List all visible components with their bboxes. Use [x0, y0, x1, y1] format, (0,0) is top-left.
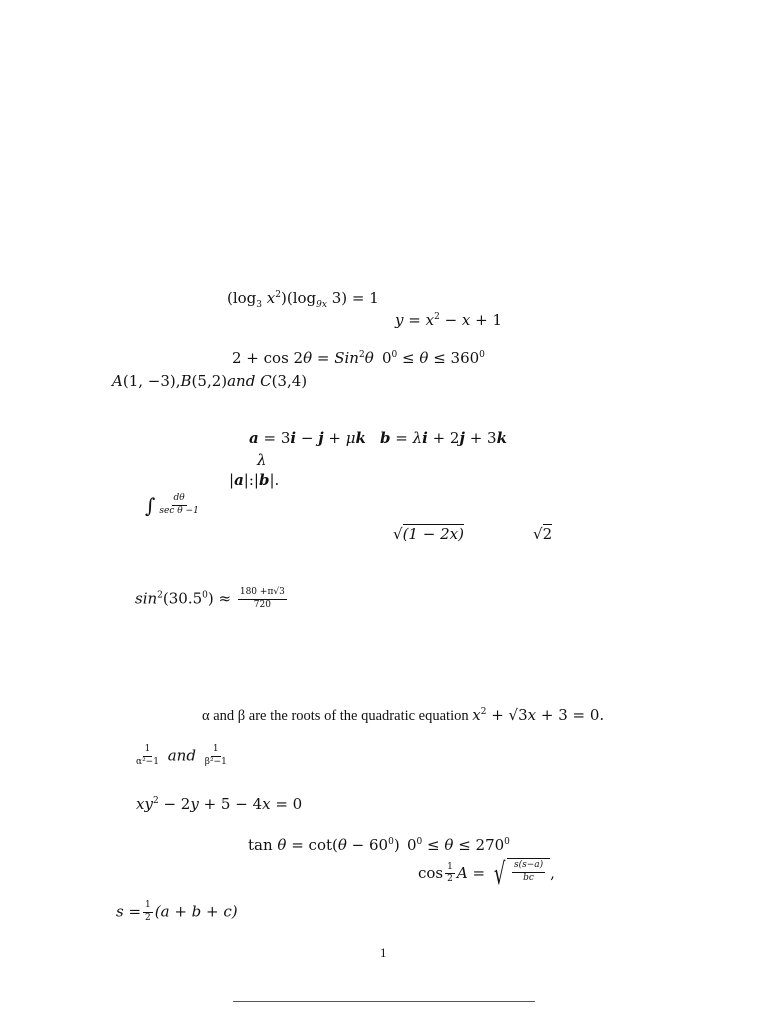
reciprocal-fractions: $\frac{1}{\text{α²−1}}$ and $\frac{1}{\text{β²−1}}$ [136, 744, 227, 767]
tan-range: $0^0 \le \theta \le 270^0$ [407, 836, 510, 854]
sqrt-two: √2 [533, 525, 553, 543]
integral-expression: ∫ $\frac{d\theta}{\text{sec θ −1}}$ [145, 493, 199, 518]
xy-equation: $xy^2 - 2y + 5 - 4x = 0$ [136, 795, 303, 813]
vector-a: a = 3i − j + μk [249, 429, 366, 447]
page-number: 1 [380, 945, 387, 960]
trig-range-1: $0^0 \le \theta \le 360^0$ [382, 349, 485, 367]
trig-equation-1: 2 + cos 2θ = Sin$^2$θ [232, 349, 374, 367]
sqrt-expression: √(1 − 2x) [393, 525, 464, 543]
points-expression: A(1, −3),B(5,2)and C(3,4) [112, 372, 308, 390]
log-equation: ($\log_3$ $x^2)(\log_{9x}$ 3) = 1 [227, 289, 379, 310]
footer-divider [233, 1001, 535, 1002]
vector-ratio: |a|:|b|. [229, 471, 280, 489]
quadratic-statement: α and β are the roots of the quadratic equation $x^2 + √3x + 3 = 0$. [202, 706, 605, 724]
semi-perimeter: s = $\frac{1}{2}$ (a + b + c) [116, 900, 238, 923]
curve-equation: $y = x^2 - x + 1$ [395, 311, 503, 329]
vector-b: b = λi + 2j + 3k [380, 429, 507, 447]
sin-approximation: $\sin^2(30.5^0)$ ≈ $\frac{180 +\pi√3}{720}$ [135, 587, 285, 610]
lambda-symbol: λ [257, 451, 267, 469]
tan-equation: $\tan \theta = \cot(\theta - 60^0)$ [248, 836, 400, 854]
cos-half-angle: cos $\frac{1}{2}$ A = √ $\frac{s(s-a)}{bc}$ , [418, 856, 555, 892]
